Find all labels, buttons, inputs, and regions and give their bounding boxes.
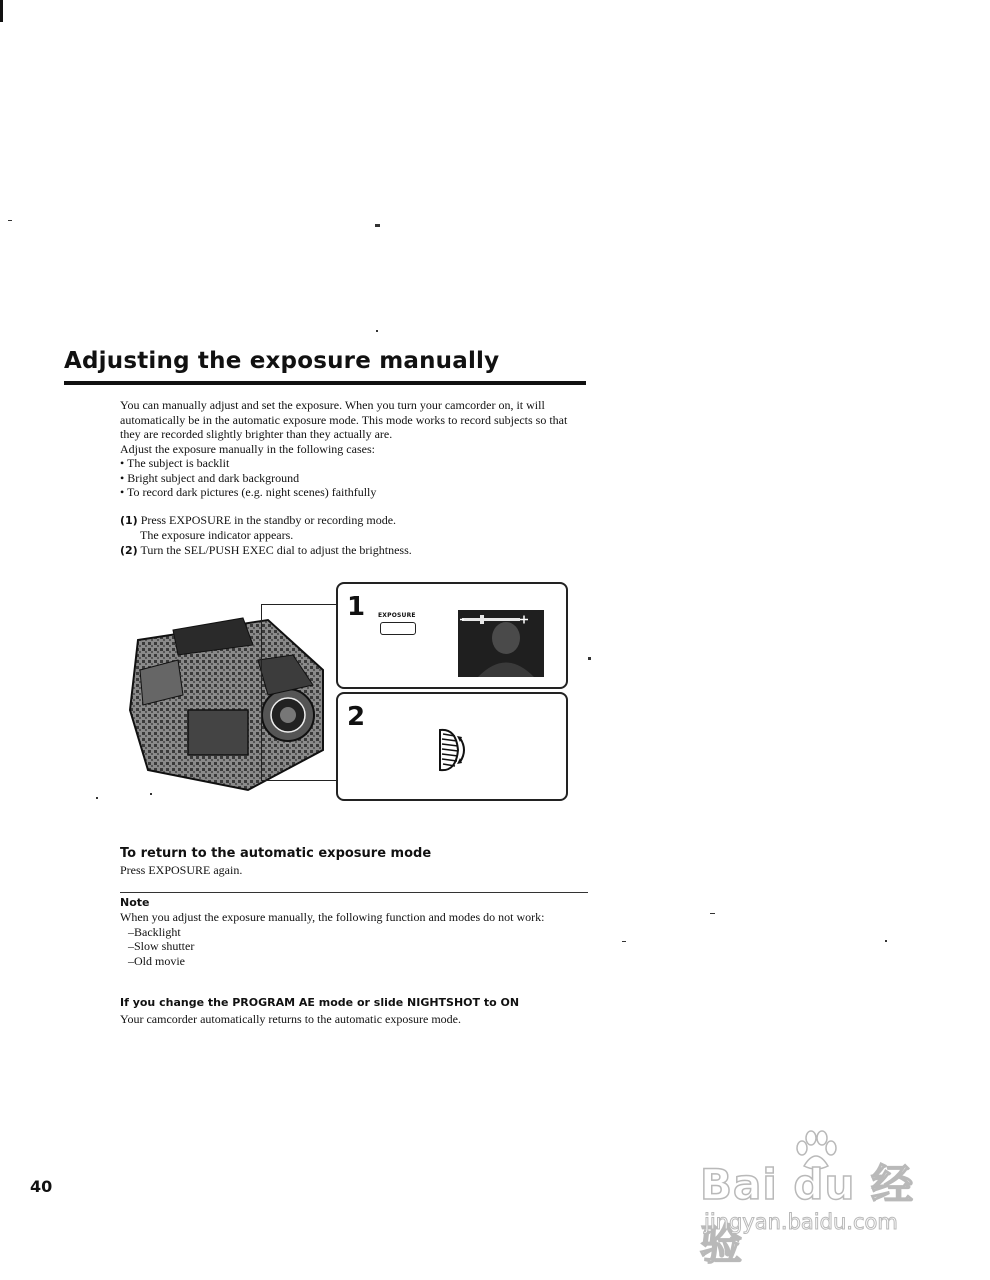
watermark-url: jingyan.baidu.com xyxy=(704,1210,898,1234)
return-body: Press EXPOSURE again. xyxy=(120,863,243,877)
list-item: – Slow shutter xyxy=(128,939,580,954)
panel-number: 2 xyxy=(347,702,366,732)
connector-line xyxy=(261,604,337,781)
step-1-result: The exposure indicator appears. xyxy=(140,528,294,542)
cases-lead: Adjust the exposure manually in the following cases: xyxy=(120,441,375,456)
list-item: • Bright subject and dark background xyxy=(120,471,580,486)
step-2 xyxy=(120,543,580,558)
step-number: (2) xyxy=(120,544,138,557)
step-text: Press EXPOSURE in the standby or recording mode. xyxy=(140,513,397,527)
watermark-main-text: Bai du 经验 xyxy=(700,1160,914,1269)
intro-paragraph: You can manually adjust and set the exposure. When you turn your camcorder on, it will automatically be in the automatic exposure mode. This mode works to record subjects so that they are recorded slightly brighter than they actually are. xyxy=(120,398,568,441)
note-list xyxy=(120,925,580,969)
list-item: – Old movie xyxy=(128,954,580,969)
exposure-button-label: EXPOSURE xyxy=(378,612,416,619)
exposure-button xyxy=(380,622,416,635)
step-2-panel xyxy=(336,692,568,801)
note-text: When you adjust the exposure manually, the following function and modes do not work: xyxy=(120,910,545,924)
baidu-watermark xyxy=(700,1130,940,1269)
title-underline xyxy=(64,381,586,385)
note-heading: Note xyxy=(120,896,150,909)
exposure-illustration xyxy=(118,580,570,802)
list-item: • The subject is backlit xyxy=(120,456,580,471)
step-text: Turn the SEL/PUSH EXEC dial to adjust the brightness. xyxy=(140,543,412,557)
viewfinder-screen xyxy=(458,610,544,677)
step-number: (1) xyxy=(120,514,138,527)
page-title: Adjusting the exposure manually xyxy=(64,348,500,374)
note-section xyxy=(120,910,580,968)
list-item: – Backlight xyxy=(128,925,580,940)
cases-list xyxy=(120,456,580,500)
step-1 xyxy=(120,513,580,528)
scan-edge-mark xyxy=(0,0,3,22)
note-divider xyxy=(120,892,588,893)
program-ae-heading: If you change the PROGRAM AE mode or slide NIGHTSHOT to ON xyxy=(120,996,520,1009)
steps-section xyxy=(120,513,580,558)
sel-push-exec-dial-icon xyxy=(430,724,470,776)
program-ae-body: Your camcorder automatically returns to the automatic exposure mode. xyxy=(120,1012,462,1026)
panel-number: 1 xyxy=(347,592,366,622)
list-item: • To record dark pictures (e.g. night scenes) faithfully xyxy=(120,485,580,500)
intro-section xyxy=(120,398,580,500)
step-1-panel xyxy=(336,582,568,689)
return-heading: To return to the automatic exposure mode xyxy=(120,846,432,861)
page-number: 40 xyxy=(30,1177,53,1196)
